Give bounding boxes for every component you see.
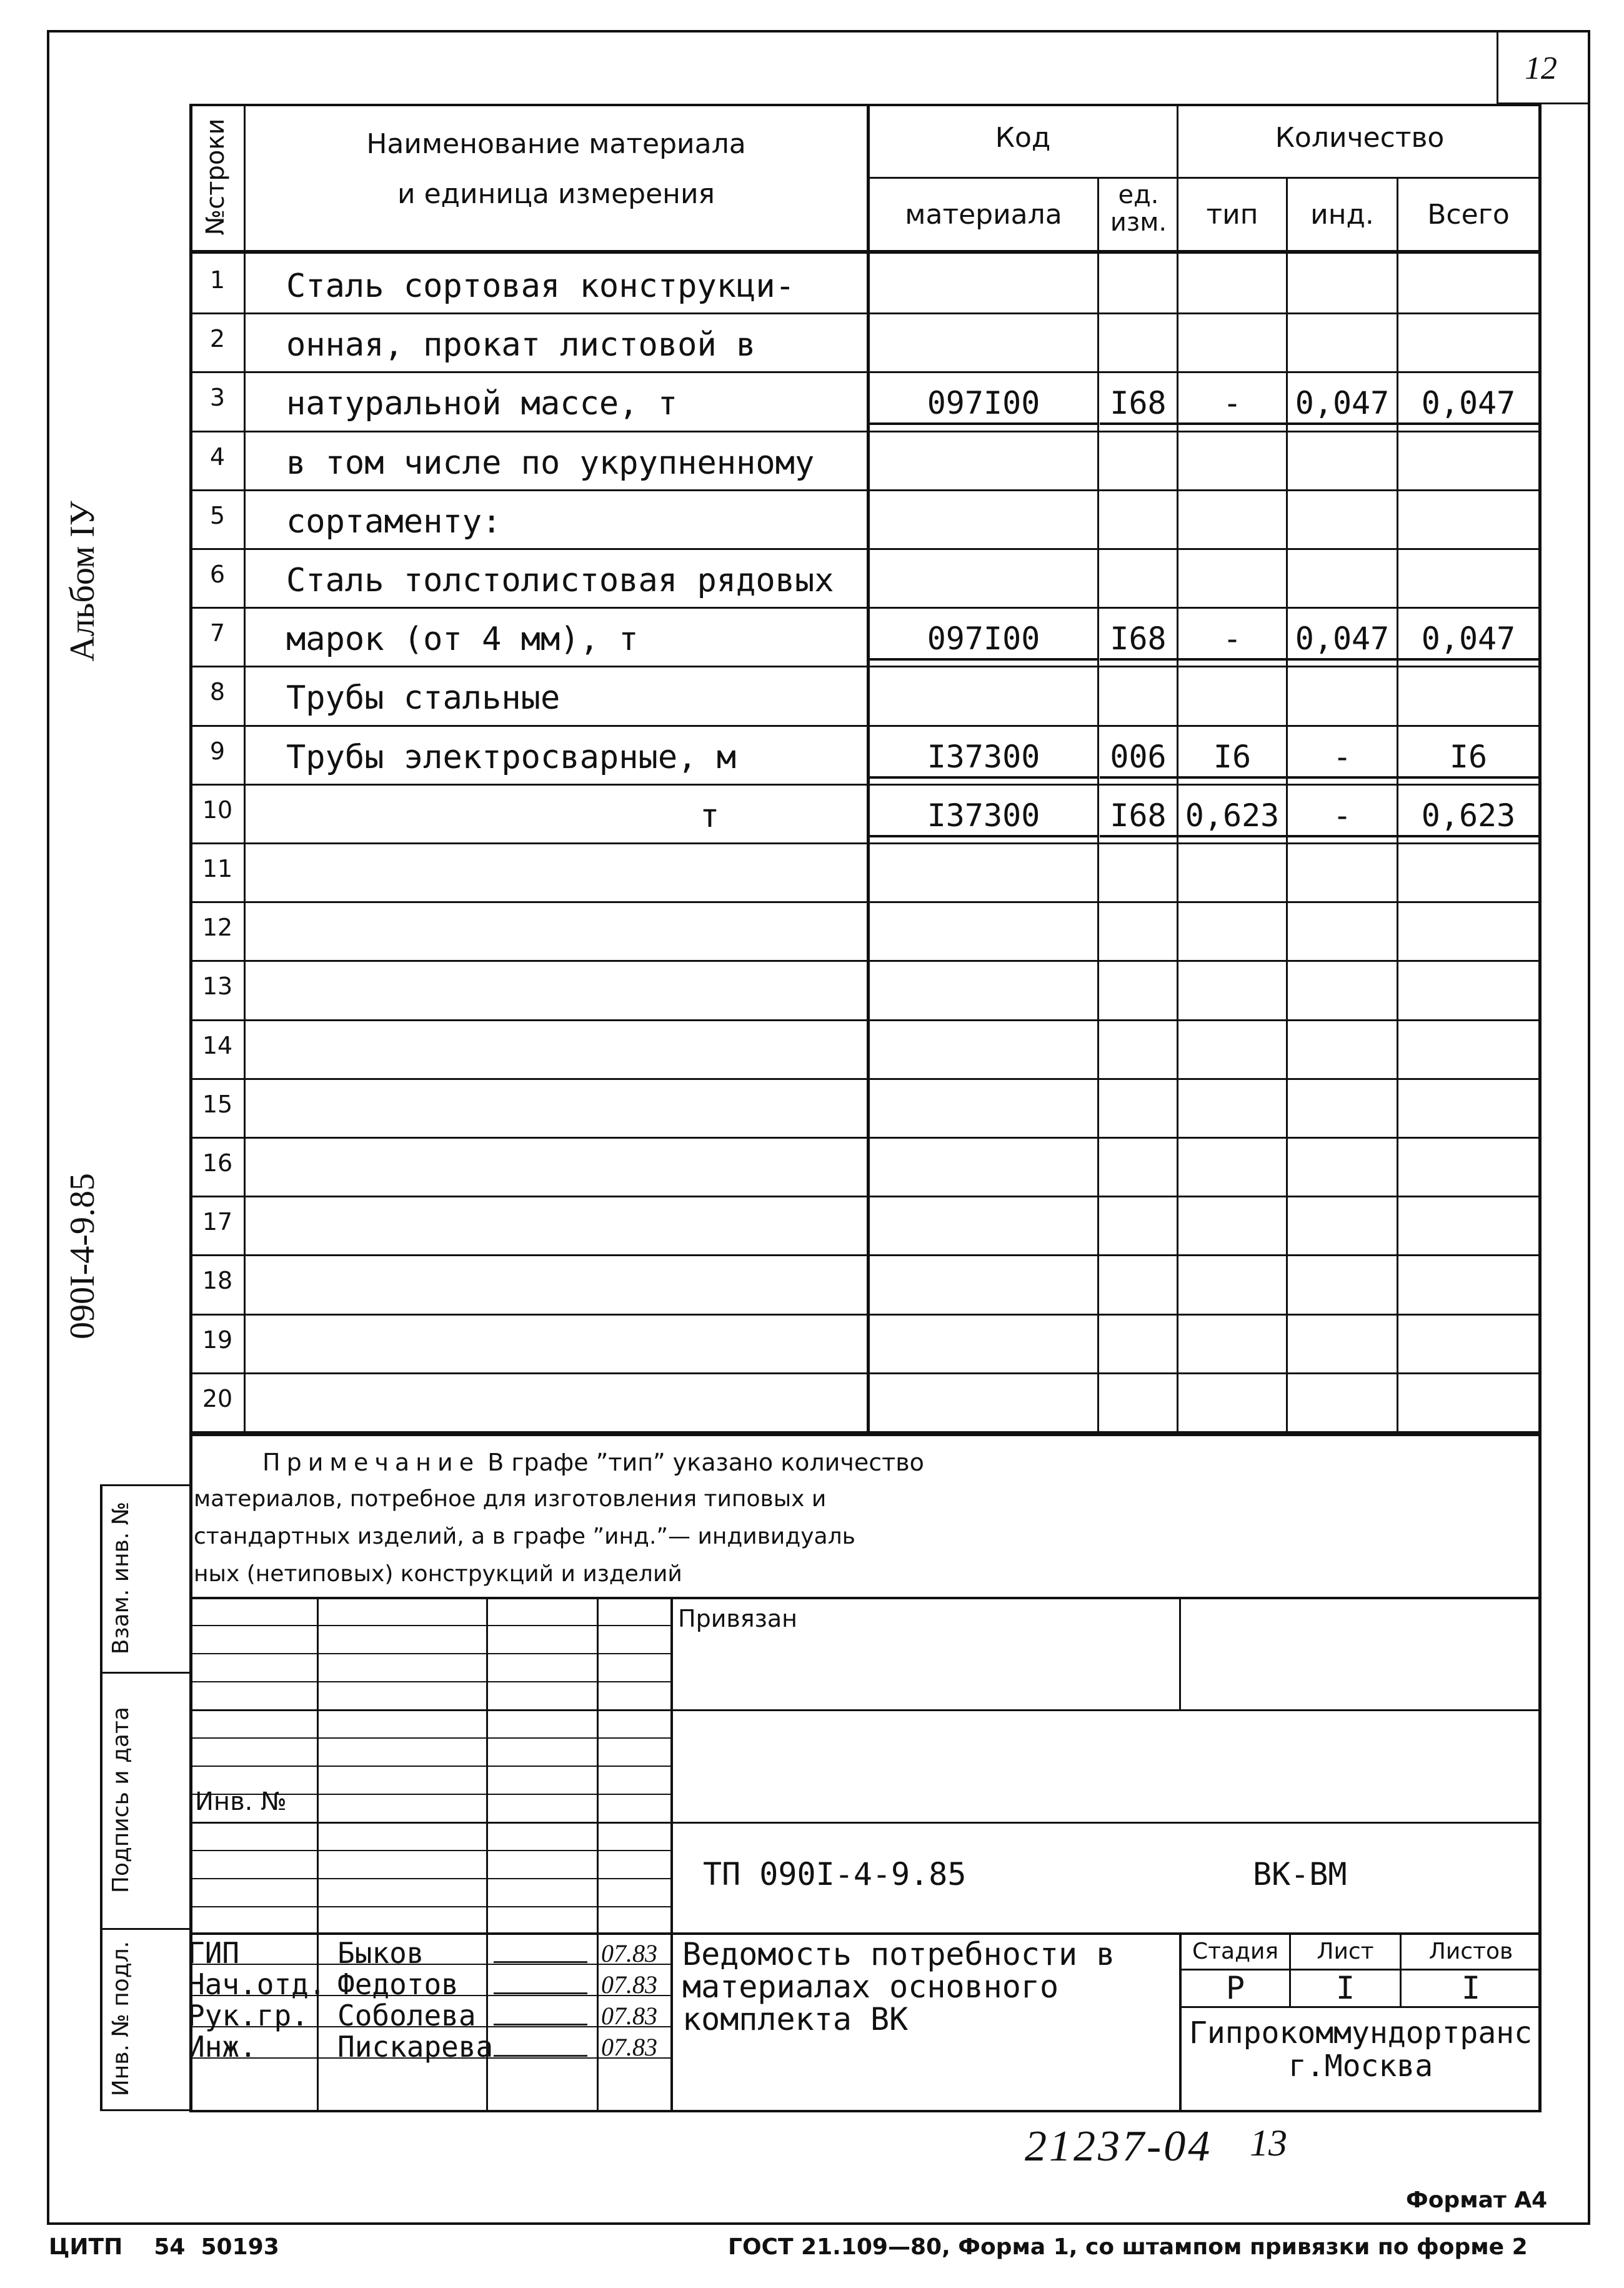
- row-number: 14: [202, 1032, 233, 1059]
- format-label: Формат А4: [1406, 2187, 1548, 2213]
- stamp-sheets-value: I: [1461, 1970, 1481, 2006]
- stamp-sheets-label: Листов: [1428, 1939, 1513, 1964]
- header-name-line1: Наименование материала: [366, 128, 746, 160]
- stamp-person-date: 07.83: [601, 2002, 657, 2030]
- row-total: 0,047: [1398, 385, 1538, 425]
- row-name: Сталь сортовая конструкци-: [286, 267, 795, 305]
- stamp-person-role: Инж.: [187, 2030, 257, 2064]
- footer-right: ГОСТ 21.109—80, Форма 1, со штампом привязки по форме 2: [728, 2234, 1528, 2260]
- page-number: 12: [1525, 51, 1557, 86]
- stamp-person-date: 07.83: [601, 1939, 657, 1967]
- row-number: 16: [202, 1149, 233, 1177]
- row-type: I6: [1178, 739, 1286, 779]
- table-row-line: [189, 312, 1542, 314]
- stamp-doc-code: ТП 090I-4-9.85: [703, 1856, 967, 1892]
- header-name-line2: и единица измерения: [397, 178, 715, 210]
- table-row-line: [189, 1078, 1542, 1080]
- note-line4: ных (нетиповых) конструкций и изделий: [194, 1561, 682, 1587]
- row-number: 13: [202, 972, 233, 1000]
- row-number: 18: [202, 1267, 233, 1294]
- table-right: [1538, 104, 1542, 2110]
- row-number: 6: [209, 561, 226, 588]
- stamp-inv-label: Инв. №: [195, 1787, 287, 1816]
- table-row-line: [189, 1314, 1542, 1316]
- row-number: 20: [202, 1385, 233, 1412]
- side-label-code: 090I-4-9.85: [63, 1173, 102, 1339]
- row-unit: I68: [1100, 385, 1177, 425]
- row-name: Трубы электросварные, м: [286, 739, 737, 776]
- row-code: 097I00: [870, 385, 1097, 425]
- row-number: 7: [209, 619, 226, 647]
- row-number: 3: [209, 384, 226, 411]
- row-code: I37300: [870, 797, 1097, 837]
- row-name: т: [700, 797, 720, 835]
- stamp-person-name: Соболева: [337, 1999, 476, 2032]
- table-header-bottom: [189, 250, 1542, 254]
- stamp-title-line2: материалах основного: [682, 1969, 1059, 2005]
- row-name: Трубы стальные: [286, 679, 560, 717]
- row-number: 1: [209, 266, 226, 294]
- row-unit: I68: [1100, 621, 1177, 661]
- stamp-person-date: 07.83: [601, 2033, 657, 2061]
- stamp-person-role: Нач.отд.: [187, 1967, 326, 2001]
- row-unit: I68: [1100, 797, 1177, 837]
- table-row-line: [189, 1254, 1542, 1256]
- note-label: Примечание: [262, 1449, 481, 1476]
- stamp-col-role-end: [317, 1597, 319, 2110]
- table-row-line: [189, 548, 1542, 550]
- row-type: -: [1178, 385, 1286, 425]
- row-number: 10: [202, 796, 233, 824]
- stamp-person-name: Федотов: [337, 1967, 459, 2001]
- table-col-code-end: [1097, 177, 1099, 1431]
- row-number: 9: [209, 737, 226, 765]
- stamp-strip-div2: [100, 1672, 191, 1674]
- stamp-bound-bottom: [189, 1709, 1542, 1711]
- stamp-line-inv: [189, 1822, 1542, 1824]
- row-code: I37300: [870, 739, 1097, 779]
- signature-mark: [494, 1940, 587, 1963]
- table-row-line: [189, 1196, 1542, 1197]
- row-name: онная, прокат листовой в: [286, 326, 756, 364]
- stamp-title-line3: комплекта ВК: [682, 2001, 909, 2037]
- row-type: 0,623: [1178, 797, 1286, 837]
- header-code-material: материала: [905, 199, 1062, 231]
- table-row-line: [189, 489, 1542, 491]
- row-ind: -: [1288, 739, 1397, 779]
- signature-mark: [494, 2002, 587, 2026]
- stamp-person-name: Быков: [337, 1936, 424, 1970]
- row-number: 5: [209, 502, 226, 529]
- row-name: Сталь толстолистовая рядовых: [286, 562, 834, 599]
- stamp-strip-left: [100, 1484, 102, 2109]
- row-ind: 0,047: [1288, 621, 1397, 661]
- table-row-line: [189, 725, 1542, 727]
- table-row-line: [189, 960, 1542, 962]
- stamp-stage-value: Р: [1225, 1970, 1245, 2006]
- row-type: -: [1178, 621, 1286, 661]
- note-line1: [262, 1449, 924, 1476]
- row-ind: -: [1288, 797, 1397, 837]
- note-line1-text: В графе ”тип” указано количество: [487, 1449, 924, 1476]
- table-row-line: [189, 607, 1542, 609]
- stamp-col-sign-end: [597, 1597, 599, 2110]
- row-code: 097I00: [870, 621, 1097, 661]
- handwritten-number: 21237-04: [1025, 2122, 1213, 2171]
- stamp-strip-bottom: [100, 2109, 191, 2111]
- table-header-sub: [867, 177, 1542, 179]
- header-qty-group: Количество: [1275, 122, 1445, 154]
- side-vzam: Взам. инв. №: [108, 1501, 134, 1655]
- stamp-sheet-value: I: [1335, 1970, 1355, 2006]
- header-row-no: №строки: [201, 118, 230, 236]
- table-row-line: [189, 1372, 1542, 1374]
- row-name: сортаменту:: [286, 503, 502, 541]
- row-total: I6: [1398, 739, 1538, 779]
- note-line3: стандартных изделий, а в графе ”инд.”— индивидуаль: [194, 1524, 855, 1549]
- header-qty-total: Всего: [1427, 199, 1510, 231]
- row-number: 2: [209, 325, 226, 352]
- row-name: марок (от 4 мм), т: [286, 621, 639, 658]
- stamp-doc-mark: ВК-ВМ: [1253, 1856, 1347, 1892]
- row-number: 12: [202, 914, 233, 941]
- stamp-person-role: Рук.гр.: [187, 1999, 309, 2032]
- stamp-strip-div1: [100, 1484, 191, 1486]
- table-row-line: [189, 371, 1542, 373]
- stamp-stage-label: Стадия: [1192, 1939, 1279, 1964]
- row-name: натуральной массе, т: [286, 385, 678, 422]
- stamp-line-bottom: [189, 2110, 1542, 2112]
- stamp-line-title: [189, 1932, 1542, 1935]
- row-name: в том числе по укрупненному: [286, 444, 815, 482]
- header-qty-type: тип: [1206, 199, 1258, 231]
- header-qty-ind: инд.: [1310, 199, 1374, 231]
- note-line2: материалов, потребное для изготовления типовых и: [194, 1486, 827, 1512]
- side-inv: Инв. № подл.: [108, 1941, 134, 2097]
- row-number: 4: [209, 443, 226, 471]
- frame-left: [47, 30, 49, 2224]
- row-number: 17: [202, 1208, 233, 1236]
- row-number: 15: [202, 1091, 233, 1118]
- footer-left: ЦИТП 54 50193: [49, 2234, 279, 2260]
- table-row-line: [189, 901, 1542, 903]
- handwritten-page: 13: [1250, 2122, 1287, 2164]
- stamp-org-line2: г.Москва: [1288, 2049, 1433, 2084]
- frame-right: [1588, 30, 1590, 2224]
- row-total: 0,623: [1398, 797, 1538, 837]
- header-code-unit: ед. изм.: [1110, 181, 1167, 237]
- row-number: 11: [202, 855, 233, 882]
- stamp-person-name: Пискарева: [337, 2030, 494, 2064]
- frame-bottom: [47, 2222, 1590, 2225]
- stamp-col-date-end: [670, 1597, 673, 2110]
- stamp-org-line1: Гипрокоммундортранс: [1188, 2016, 1533, 2051]
- signature-mark: [494, 1971, 587, 1994]
- table-top: [189, 104, 1542, 106]
- table-row-line: [189, 1019, 1542, 1021]
- row-number: 8: [209, 678, 226, 706]
- header-code-group: Код: [995, 122, 1051, 154]
- note-top: [189, 1435, 1542, 1436]
- stamp-title-line1: Ведомость потребности в: [682, 1936, 1115, 1972]
- row-number: 19: [202, 1326, 233, 1354]
- side-podpis: Подпись и дата: [108, 1706, 134, 1894]
- side-label-album: Альбом IУ: [63, 501, 102, 662]
- stamp-line-top: [189, 1597, 1542, 1599]
- page-number-box-left: [1497, 30, 1498, 104]
- stamp-bound-right: [1179, 1597, 1181, 1711]
- table-row-line: [189, 842, 1542, 844]
- signature-mark: [494, 2034, 587, 2057]
- table-row-line: [189, 431, 1542, 432]
- row-unit: 006: [1100, 739, 1177, 779]
- stamp-person-date: 07.83: [601, 1971, 657, 1999]
- table-row-line: [189, 1137, 1542, 1139]
- row-total: 0,047: [1398, 621, 1538, 661]
- row-ind: 0,047: [1288, 385, 1397, 425]
- stamp-bound-label: Привязан: [678, 1605, 797, 1632]
- table-row-line: [189, 666, 1542, 667]
- stamp-person-role: ГИП: [187, 1936, 240, 1970]
- table-row-line: [189, 784, 1542, 786]
- stamp-sheet-label: Лист: [1317, 1939, 1374, 1964]
- frame-top: [47, 30, 1590, 32]
- stamp-stage-hline2: [1179, 2006, 1542, 2008]
